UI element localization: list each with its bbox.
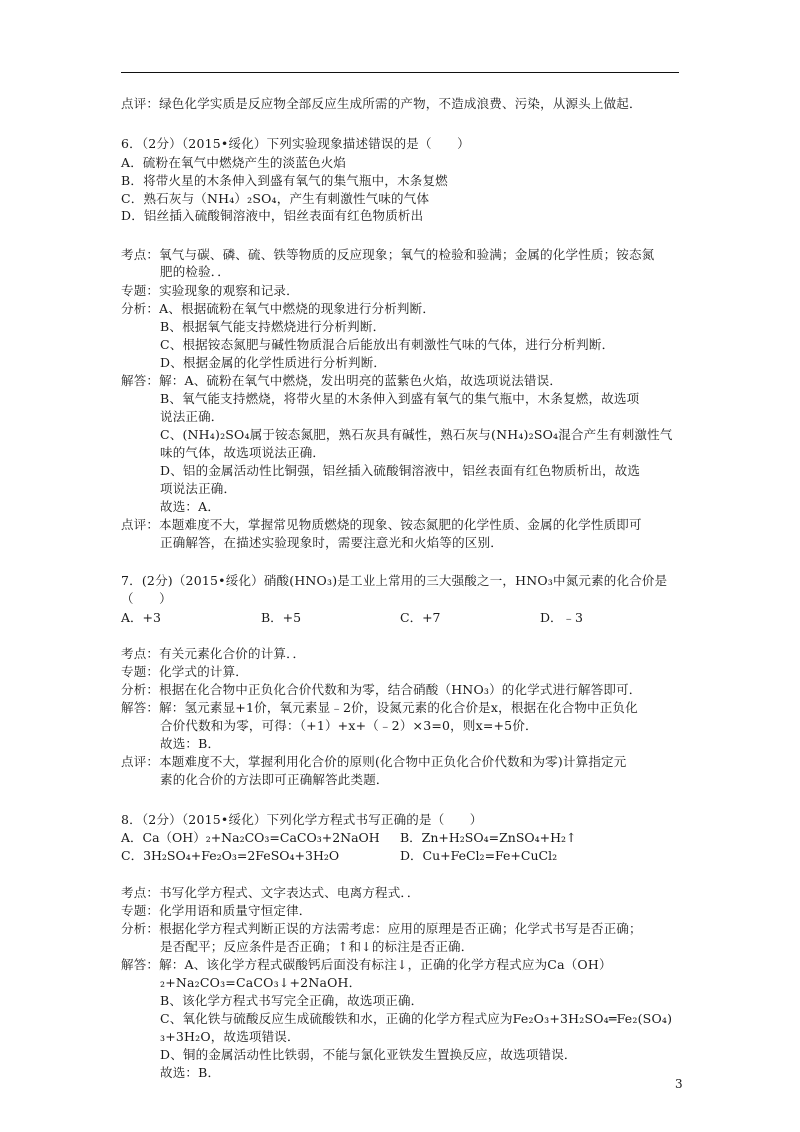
q7-jieda-2: 合价代数和为零，可得：（+1）+x+（﹣2）×3=0，则x=+5价． (160, 718, 538, 733)
q6-option-a: A．硫粉在氧气中燃烧产生的淡蓝色火焰 (121, 155, 347, 170)
q8-jieda-1: 解答：解：A、该化学方程式碳酸钙后面没有标注↓，正确的化学方程式应为Ca（OH） (121, 957, 612, 972)
q6-kaodian-1: 考点：氧气与碳、磷、硫、铁等物质的反应现象；氧气的检验和验满；金属的化学性质；铵态氮 (121, 247, 655, 262)
q7-jieda-1: 解答：解：氢元素显+1价，氧元素显﹣2价，设氮元素的化合价是x，根据在化合物中正负化 (121, 700, 638, 715)
q6-jieda-3: 说法正确． (160, 409, 224, 424)
q8-jieda-2: ₂+Na₂CO₃=CaCO₃↓+2NaOH． (160, 975, 362, 990)
q6-jieda-7: 项说法正确． (160, 481, 237, 496)
q6-fenxi-1: 分析：A、根据硫粉在氧气中燃烧的现象进行分析判断． (121, 301, 436, 316)
q6-jieda-1: 解答：解：A、硫粉在氧气中燃烧，发出明亮的蓝紫色火焰，故选项说法错误． (121, 373, 563, 388)
q8-jieda-3: B、该化学方程式书写完全正确，故选项正确． (160, 993, 424, 1008)
q8-fenxi-1: 分析：根据化学方程式判断正误的方法需考虑：应用的原理是否正确；化学式书写是否正确； (121, 921, 642, 936)
q7-jieda-3: 故选：B． (160, 736, 221, 751)
q6-fenxi-4: D、根据金属的化学性质进行分析判断． (160, 355, 387, 370)
q6-option-c: C．熟石灰与（NH₄）₂SO₄，产生有刺激性气味的气体 (121, 191, 430, 206)
q7-option-b: B．+5 (261, 610, 302, 625)
q8-zhuanti: 专题：化学用语和质量守恒定律． (121, 903, 312, 918)
q7-option-c: C．+7 (400, 610, 441, 625)
q6-option-b: B．将带火星的木条伸入到盛有氧气的集气瓶中，木条复燃 (121, 173, 448, 188)
q8-jieda-4: C、氧化铁与硫酸反应生成硫酸铁和水，正确的化学方程式应为Fe₂O₃+3H₂SO₄═Fe₂(SO₄) (160, 1011, 673, 1026)
q7-dianping-1: 点评：本题难度不大，掌握利用化合价的原则(化合物中正负化合价代数和为零)计算指定元 (121, 754, 627, 769)
q6-dianping-2: 正确解答，在描述实验现象时，需要注意光和火焰等的区别． (160, 535, 503, 550)
q8-jieda-6: D、铜的金属活动性比铁弱，不能与氯化亚铁发生置换反应，故选项错误． (160, 1047, 577, 1062)
q6-dianping-1: 点评：本题难度不大，掌握常见物质燃烧的现象、铵态氮肥的化学性质、金属的化学性质即可 (121, 517, 642, 532)
q8-stem: 8．（2分）（2015•绥化）下列化学方程式书写正确的是（ ） (121, 812, 483, 827)
q8-fenxi-2: 是否配平；反应条件是否正确；↑和↓的标注是否正确． (160, 939, 474, 954)
page-number: 3 (675, 1077, 683, 1091)
q6-jieda-6: D、铝的金属活动性比铜强，铝丝插入硫酸铜溶液中，铝丝表面有红色物质析出，故选 (160, 463, 641, 478)
intro-comment: 点评：绿色化学实质是反应物全部反应生成所需的产物，不造成浪费、污染，从源头上做起． (121, 96, 642, 111)
q7-stem-2: （ ） (121, 591, 172, 606)
q7-fenxi: 分析：根据在化合物中正负化合价代数和为零，结合硝酸（HNO₃）的化学式进行解答即可． (121, 682, 642, 697)
q7-stem-1: 7．(2分)（2015•绥化）硝酸(HNO₃)是工业上常用的三大强酸之一，HNO₃中氮元素的化合价是 (121, 573, 668, 588)
q7-option-a: A．+3 (121, 610, 161, 625)
q6-jieda-5: 味的气体，故选项说法正确． (160, 445, 326, 460)
header-rule (121, 72, 679, 73)
q8-option-a: A．Ca（OH）₂+Na₂CO₃=CaCO₃+2NaOH (121, 830, 380, 845)
q6-kaodian-2: 肥的检验．． (160, 264, 230, 279)
q6-zhuanti: 专题：实验现象的观察和记录． (121, 283, 299, 298)
q6-option-d: D．铝丝插入硫酸铜溶液中，铝丝表面有红色物质析出 (121, 208, 424, 223)
q6-fenxi-2: B、根据氧气能支持燃烧进行分析判断． (160, 319, 386, 334)
q6-stem: 6．（2分）（2015•绥化）下列实验现象描述错误的是（ ） (121, 136, 470, 151)
q8-option-d: D．Cu+FeCl₂=Fe+CuCl₂ (400, 848, 558, 863)
q7-zhuanti: 专题：化学式的计算． (121, 664, 249, 679)
q8-jieda-7: 故选：B． (160, 1065, 221, 1080)
q8-option-b: B．Zn+H₂SO₄=ZnSO₄+H₂↑ (400, 830, 577, 845)
q7-option-d: D．﹣3 (540, 610, 583, 625)
q8-kaodian: 考点：书写化学方程式、文字表达式、电离方程式．． (121, 885, 420, 900)
q7-dianping-2: 素的化合价的方法即可正确解答此类题． (160, 772, 389, 787)
q6-fenxi-3: C、根据铵态氮肥与碱性物质混合后能放出有刺激性气味的气体，进行分析判断． (160, 337, 615, 352)
q8-jieda-5: ₃+3H₂O，故选项错误． (160, 1029, 300, 1044)
q6-jieda-8: 故选：A． (160, 499, 221, 514)
q8-option-c: C．3H₂SO₄+Fe₂O₃=2FeSO₄+3H₂O (121, 848, 340, 863)
q6-jieda-2: B、氧气能支持燃烧，将带火星的木条伸入到盛有氧气的集气瓶中，木条复燃，故选项 (160, 391, 640, 406)
q6-jieda-4: C、(NH₄)₂SO₄属于铵态氮肥，熟石灰具有碱性，熟石灰与(NH₄)₂SO₄混合产生有刺激性气 (160, 427, 673, 442)
q7-kaodian: 考点：有关元素化合价的计算．． (121, 646, 306, 661)
